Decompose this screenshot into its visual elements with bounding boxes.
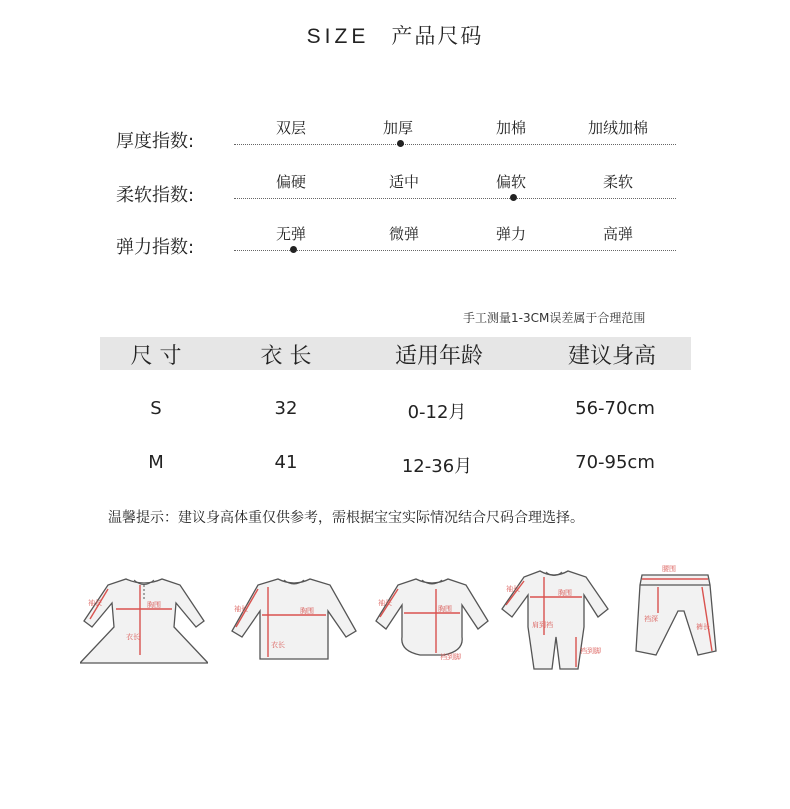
index-marker xyxy=(290,246,297,253)
table-cell: 41 xyxy=(274,452,298,473)
index-option: 弹力 xyxy=(495,225,526,243)
bodysuit-diagram xyxy=(374,555,490,665)
diagram-label: 裆到脚 xyxy=(580,647,601,655)
softness-index-row xyxy=(0,171,790,211)
thickness-index-label: 厚度指数: xyxy=(116,131,195,152)
index-option: 加厚 xyxy=(382,119,413,137)
diagram-label: 衣长 xyxy=(271,641,285,649)
elasticity-index-label: 弹力指数: xyxy=(116,237,195,258)
diagram-label: 袖长 xyxy=(506,585,520,593)
dotted-scale xyxy=(234,198,676,199)
index-option: 偏软 xyxy=(495,173,526,191)
softness-index-label: 柔软指数: xyxy=(116,185,195,206)
diagram-label: 肩到裆 xyxy=(532,621,553,629)
table-cell: 12-36月 xyxy=(401,456,473,477)
index-option: 高弹 xyxy=(602,225,633,243)
title-en: SIZE xyxy=(306,25,370,48)
header-size: 尺 寸 xyxy=(130,344,182,369)
table-cell: 56-70cm xyxy=(575,398,655,419)
size-table-header xyxy=(100,337,691,370)
index-option: 柔软 xyxy=(602,173,633,191)
table-cell: M xyxy=(148,452,164,473)
table-cell: 70-95cm xyxy=(575,452,655,473)
index-option: 加棉 xyxy=(495,119,526,137)
table-cell: 0-12月 xyxy=(407,402,467,423)
dotted-scale xyxy=(234,250,676,251)
header-height: 建议身高 xyxy=(567,344,656,369)
diagram-label: 裆到脚 xyxy=(440,653,461,661)
measurement-note: 手工测量1-3CM误差属于合理范围 xyxy=(463,311,646,325)
index-option: 双层 xyxy=(275,119,306,137)
header-length: 衣 长 xyxy=(260,344,312,369)
index-option: 无弹 xyxy=(275,225,306,243)
index-option: 偏硬 xyxy=(275,173,306,191)
thickness-index-row xyxy=(0,117,790,157)
pants-diagram xyxy=(628,555,718,667)
index-option: 适中 xyxy=(388,173,419,191)
diagram-label: 袖长 xyxy=(88,599,102,607)
page-title xyxy=(0,20,790,50)
diagram-label: 胸围 xyxy=(438,605,452,613)
diagram-label: 衣长 xyxy=(126,633,140,641)
diagram-label: 腰围 xyxy=(662,565,676,573)
diagram-label: 裤长 xyxy=(696,623,710,631)
elasticity-index-row xyxy=(0,223,790,263)
diagram-label: 袖长 xyxy=(378,599,392,607)
diagram-label: 胸围 xyxy=(558,589,572,597)
title-zh: 产品尺码 xyxy=(391,24,484,48)
table-cell: S xyxy=(150,398,162,419)
size-tip: 温馨提示：建议身高体重仅供参考，需根据宝宝实际情况结合尺码合理选择。 xyxy=(108,510,584,526)
diagram-label: 胸围 xyxy=(147,601,161,609)
header-age: 适用年龄 xyxy=(394,344,483,369)
romper-diagram xyxy=(498,555,612,675)
index-option: 加绒加棉 xyxy=(587,119,648,137)
diagram-label: 袖长 xyxy=(234,605,248,613)
dress-diagram xyxy=(80,555,208,673)
table-cell: 32 xyxy=(274,398,298,419)
index-marker xyxy=(397,140,404,147)
dotted-scale xyxy=(234,144,676,145)
diagram-label: 胸围 xyxy=(300,607,314,615)
shirt-diagram xyxy=(228,555,360,665)
diagram-label: 裆深 xyxy=(644,615,658,623)
index-option: 微弹 xyxy=(388,225,419,243)
index-marker xyxy=(510,194,517,201)
